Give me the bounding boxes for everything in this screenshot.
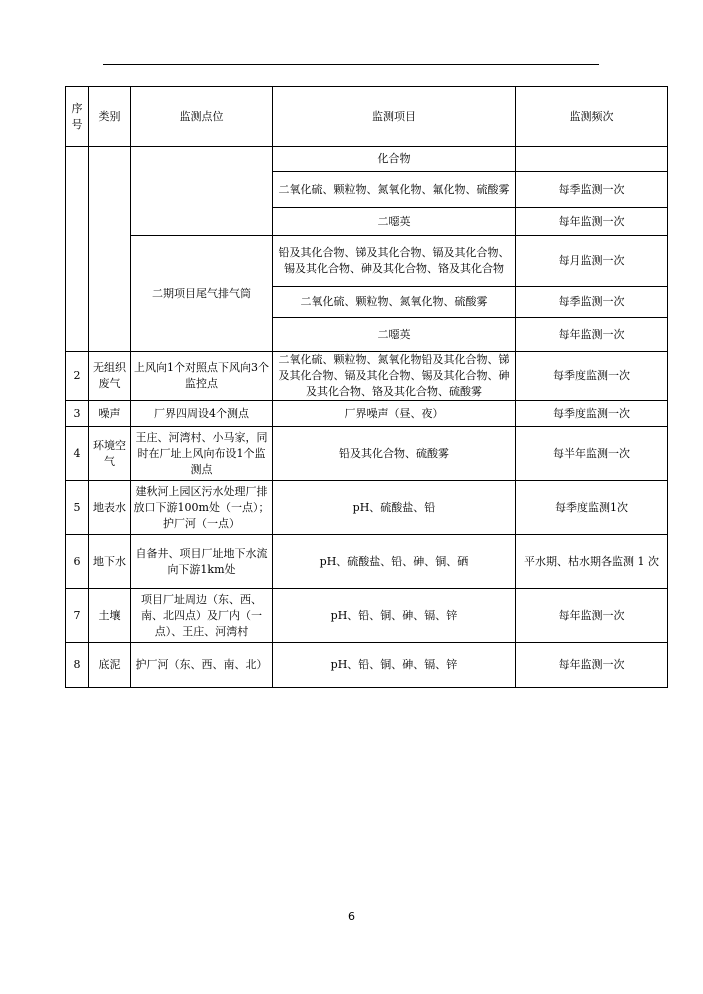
category-cell-empty <box>89 147 131 352</box>
items-cell: pH、铅、铜、砷、镉、锌 <box>273 643 516 688</box>
frequency-cell: 每年监测一次 <box>516 318 668 352</box>
frequency-cell: 每月监测一次 <box>516 236 668 287</box>
items-cell: 二氧化硫、颗粒物、氮氧化物、氟化物、硫酸雾 <box>273 172 516 208</box>
frequency-cell: 每年监测一次 <box>516 208 668 236</box>
header-location: 监测点位 <box>131 87 273 147</box>
table-header-row <box>66 87 668 147</box>
location-cell: 项目厂址周边（东、西、南、北四点）及厂内（一点）、王庄、河湾村 <box>131 589 273 643</box>
table-row <box>66 352 668 401</box>
table-row <box>66 535 668 589</box>
frequency-cell: 每年监测一次 <box>516 589 668 643</box>
seq-cell: 7 <box>66 589 89 643</box>
items-cell: 化合物 <box>273 147 516 172</box>
table-row <box>66 643 668 688</box>
table-row <box>66 401 668 427</box>
frequency-cell: 每季度监测1次 <box>516 481 668 535</box>
header-frequency: 监测频次 <box>516 87 668 147</box>
frequency-cell: 每半年监测一次 <box>516 427 668 481</box>
frequency-cell: 平水期、枯水期各监测 1 次 <box>516 535 668 589</box>
seq-cell-empty <box>66 147 89 352</box>
items-cell: 二氧化硫、颗粒物、氮氧化物、硫酸雾 <box>273 287 516 318</box>
table-row <box>66 427 668 481</box>
table-row <box>66 589 668 643</box>
frequency-cell: 每季度监测一次 <box>516 401 668 427</box>
frequency-cell: 每季度监测一次 <box>516 352 668 401</box>
seq-cell: 8 <box>66 643 89 688</box>
header-category: 类别 <box>89 87 131 147</box>
category-cell: 环境空气 <box>89 427 131 481</box>
frequency-cell <box>516 147 668 172</box>
seq-cell: 5 <box>66 481 89 535</box>
page-number: 6 <box>348 910 355 923</box>
header-seq: 序号 <box>66 87 89 147</box>
category-cell: 底泥 <box>89 643 131 688</box>
table-row <box>66 236 668 287</box>
items-cell: 二氧化硫、颗粒物、氮氧化物铅及其化合物、锑及其化合物、镉及其化合物、锡及其化合物、砷及其化合物、铬及其化合物、硫酸雾 <box>273 352 516 401</box>
location-cell: 上风向1个对照点下风向3个监控点 <box>131 352 273 401</box>
location-cell: 护厂河（东、西、南、北） <box>131 643 273 688</box>
table-row <box>66 147 668 172</box>
location-cell: 建秋河上园区污水处理厂排放口下游100m处（一点）；护厂河（一点） <box>131 481 273 535</box>
monitoring-table <box>65 86 668 688</box>
seq-cell: 3 <box>66 401 89 427</box>
items-cell: pH、硫酸盐、铅 <box>273 481 516 535</box>
seq-cell: 4 <box>66 427 89 481</box>
location-cell: 王庄、河湾村、小马家，同时在厂址上风向布设1个监测点 <box>131 427 273 481</box>
category-cell: 土壤 <box>89 589 131 643</box>
category-cell: 地表水 <box>89 481 131 535</box>
category-cell: 地下水 <box>89 535 131 589</box>
items-cell: 厂界噪声（昼、夜） <box>273 401 516 427</box>
items-cell: 铅及其化合物、硫酸雾 <box>273 427 516 481</box>
items-cell: 二噁英 <box>273 208 516 236</box>
items-cell: 铅及其化合物、锑及其化合物、镉及其化合物、锡及其化合物、砷及其化合物、铬及其化合物 <box>273 236 516 287</box>
location-cell: 自备井、项目厂址地下水流向下游1km处 <box>131 535 273 589</box>
frequency-cell: 每年监测一次 <box>516 643 668 688</box>
items-cell: 二噁英 <box>273 318 516 352</box>
location-cell: 厂界四周设4个测点 <box>131 401 273 427</box>
items-cell: pH、铅、铜、砷、镉、锌 <box>273 589 516 643</box>
seq-cell: 2 <box>66 352 89 401</box>
category-cell: 无组织废气 <box>89 352 131 401</box>
location-cell-empty <box>131 147 273 236</box>
header-rule <box>103 64 599 65</box>
category-cell: 噪声 <box>89 401 131 427</box>
table-row <box>66 481 668 535</box>
frequency-cell: 每季监测一次 <box>516 287 668 318</box>
location-cell: 二期项目尾气排气筒 <box>131 236 273 352</box>
items-cell: pH、硫酸盐、铅、砷、铜、硒 <box>273 535 516 589</box>
frequency-cell: 每季监测一次 <box>516 172 668 208</box>
header-items: 监测项目 <box>273 87 516 147</box>
seq-cell: 6 <box>66 535 89 589</box>
